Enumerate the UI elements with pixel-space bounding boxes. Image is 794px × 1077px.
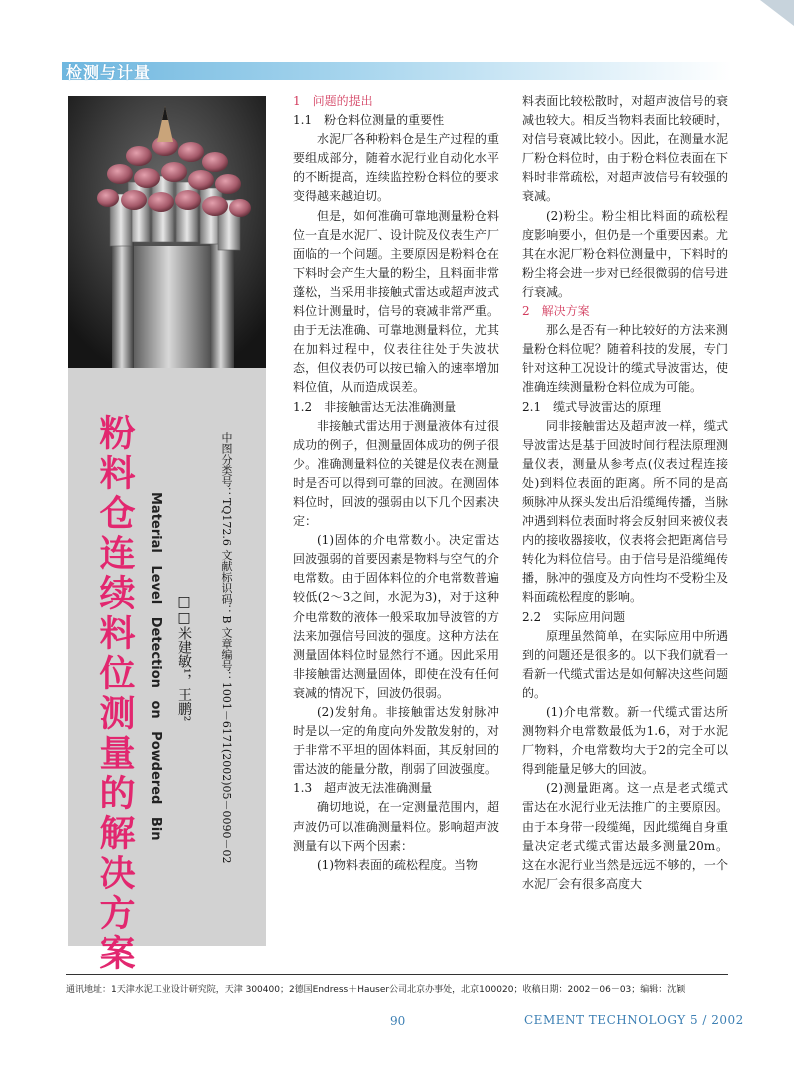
body-paragraph: (1)介电常数。新一代缆式雷达所测物料介电常数最低为1.6，对于水泥厂物料，介电常数均大于2的完全可以得到能量足够大的回波。 — [522, 705, 728, 777]
subsection-heading: 2.2 实际应用问题 — [522, 609, 626, 624]
pencils-photo — [68, 96, 266, 368]
article-authors: □□米建敏¹，王鹏² — [176, 594, 192, 722]
body-paragraph: 确切地说，在一定测量范围内，超声波仍可以准确测量料位。影响超声波测量有以下两个因素： — [293, 800, 499, 853]
body-paragraph: 那么是否有一种比较好的方法来测量粉仓料位呢？随着科技的发展，专门针对这种工况设计的缆式导波雷达，使准确连续测量粉仓料位成为可能。 — [522, 323, 728, 395]
body-paragraph: 水泥厂各种粉料仓是生产过程的重要组成部分，随着水泥行业自动化水平的不断提高，连续监控粉仓料位的要求变得越来越迫切。 — [293, 132, 499, 204]
section-banner — [62, 62, 732, 80]
footer-address-note: 通讯地址：1天津水泥工业设计研究院，天津 300400；2德国Endress＋Hauser公司北京办事处，北京100020；收稿日期：2002－06－03；编辑：沈颖 — [66, 985, 686, 995]
body-paragraph: (1)固体的介电常数小。决定雷达回波强弱的首要因素是物料与空气的介电常数。由于固体料位的介电常数普遍较低(2～3之间，水泥为3)，对于这种介电常数的液体一般采取加导波管的方法来加强信号回波的强度。这种方法在测量固体料位时显然行不通。因此采用非接触雷达测量固体，即使在没有任何衰减的情况下，回波仍很弱。 — [293, 533, 499, 700]
body-column-right — [522, 92, 728, 894]
article-title-en: Material Level Detection on Powdered Bin — [148, 492, 163, 841]
section-heading: 1 问题的提出 — [293, 94, 373, 108]
journal-name: CEMENT TECHNOLOGY 5 / 2002 — [524, 1013, 744, 1027]
body-paragraph: 非接触式雷达用于测量液体有过很成功的例子，但测量固体成功的例子很少。准确测量料位的关键是仪表在测量时是否可以得到可靠的回波。在测固体料位时，回波的强弱由以下几个因素决定： — [293, 418, 499, 529]
subsection-heading: 1.1 粉仓料位测量的重要性 — [293, 113, 445, 128]
body-paragraph: (2)粉尘。粉尘相比料面的疏松程度影响要小，但仍是一个重要因素。尤其在水泥厂粉仓料位测量中，下料时的粉尘将会进一步对已经很微弱的信号进行衰减。 — [522, 208, 728, 299]
classification-info: 中图分类号：TQ172.6 文献标识码：B 文章编号：1001－6171(2002)05－0090－02 — [220, 432, 233, 864]
footer-divider — [66, 974, 728, 975]
body-paragraph: 同非接触雷达及超声波一样，缆式导波雷达是基于回波时间行程法原理测量仪表，测量从参考点(仪表过程连接处)到料位表面的距离。所不同的是高频脉冲从探头发出后沿缆绳传播，当脉冲遇到料位表面时将会反射回来被仪表内的接收器接收，仪表将会把距离信号转化为料位信号。由于信号是沿缆绳传播，脉冲的强度及方向性均不受粉尘及料面疏松程度的影响。 — [522, 418, 728, 605]
body-paragraph: 原理虽然简单，在实际应用中所遇到的问题还是很多的。以下我们就看一看新一代缆式雷达是如何解决这些问题的。 — [522, 628, 728, 700]
body-paragraph: (2)发射角。非接触雷达发射脉冲时是以一定的角度向外发散发射的，对于非常不平坦的固体料面，其反射回的雷达波的能量分散，削弱了回波强度。 — [293, 705, 499, 777]
body-paragraph: (1)物料表面的疏松程度。当物 — [317, 857, 478, 872]
body-column-middle — [293, 92, 499, 875]
subsection-heading: 1.3 超声波无法准确测量 — [293, 781, 433, 796]
article-title: 粉料仓连续料位测量的解决方案 — [94, 414, 135, 974]
section-title: 检测与计量 — [66, 63, 152, 82]
corner-decoration — [760, 0, 794, 26]
body-paragraph: 但是，如何准确可靠地测量粉仓料位一直是水泥厂、设计院及仪表生产厂面临的一个问题。主要原因是粉料仓在下料时会产生大量的粉尘，且料面非常蓬松，当采用非接触式雷达或超声波式料位计测量时，信号的衰减非常严重。由于无法准确、可靠地测量料位，尤其在加料过程中，仪表往往处于失波状态，但仪表仍可以按已输入的速率增加料位值，从而造成误差。 — [293, 208, 499, 395]
section-heading: 2 解决方案 — [522, 304, 590, 319]
page-number: 90 — [390, 1014, 406, 1028]
body-paragraph: (2)测量距离。这一点是老式缆式雷达在水泥行业无法推广的主要原因。由于本身带一段缆绳，因此缆绳自身重量决定老式缆式雷达最多测量20m。这在水泥行业当然是远远不够的，一个水泥厂会有很多高度大 — [522, 781, 728, 891]
subsection-heading: 1.2 非接触雷达无法准确测量 — [293, 399, 457, 414]
subsection-heading: 2.1 缆式导波雷达的原理 — [522, 399, 662, 414]
body-paragraph: 料表面比较松散时，对超声波信号的衰减也较大。相反当物料表面比较硬时，对信号衰减比较小。因此，在测量水泥厂粉仓料位时，由于粉仓料位表面在下料时非常疏松，对超声波信号有较强的衰减。 — [522, 94, 728, 204]
pencils-image — [68, 96, 266, 368]
